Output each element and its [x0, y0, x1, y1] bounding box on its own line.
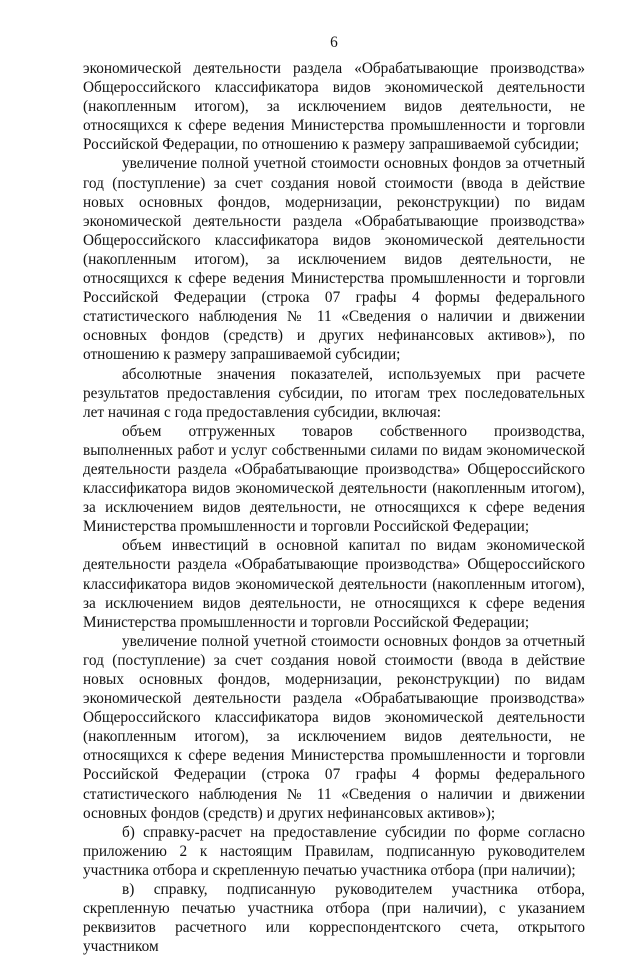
paragraph-fixed-assets-increase: увеличение полной учетной стоимости основных фондов за отчетный год (поступление) за счет создания новой стоимости (ввода в действие новых основных фондов, модернизации, реконструкции) по видам экономической деятельности раздела «Обрабатывающие производства» Общероссийского классификатора видов экономической деятельности (накопленным итогом), за исключением видов деятельности, не относящихся к сфере ведения Министерства промышленности и торговли Российской Федерации (строка 07 графы 4 формы федерального статистического наблюдения № 11 «Сведения о наличии и движении основных фондов (средств) и других нефинансовых активов»), по отношению к размеру запрашиваемой субсидии;: [83, 155, 585, 364]
paragraph-shipped-goods-volume: объем отгруженных товаров собственного производства, выполненных работ и услуг собственными силами по видам экономической деятельности раздела «Обрабатывающие производства» Общероссийского классификатора видов экономической деятельности (накопленным итогом), за исключением видов деятельности, не относящихся к сфере ведения Министерства промышленности и торговли Российской Федерации;: [83, 422, 585, 536]
document-page: [83, 33, 585, 956]
paragraph-investment-volume: объем инвестиций в основной капитал по видам экономической деятельности раздела «Обрабатывающие производства» Общероссийского классификатора видов экономической деятельности (накопленным итогом), за исключением видов деятельности, не относящихся к сфере ведения Министерства промышленности и торговли Российской Федерации;: [83, 537, 585, 631]
paragraph-fixed-assets-increase-2: увеличение полной учетной стоимости основных фондов за отчетный год (поступление) за счет создания новой стоимости (ввода в действие новых основных фондов, модернизации, реконструкции) по видам экономической деятельности раздела «Обрабатывающие производства» Общероссийского классификатора видов экономической деятельности (накопленным итогом), за исключением видов деятельности, не относящихся к сфере ведения Министерства промышленности и торговли Российской Федерации (строка 07 графы 4 формы федерального статистического наблюдения № 11 «Сведения о наличии и движении основных фондов (средств) и других нефинансовых активов»);: [83, 632, 585, 822]
paragraph-item-v: в) справку, подписанную руководителем участника отбора, скрепленную печатью участника отбора (при наличии), с указанием реквизитов расчетного или корреспондентского счета, открытого участником: [83, 881, 585, 956]
paragraph-continuation: экономической деятельности раздела «Обрабатывающие производства» Общероссийского классификатора видов экономической деятельности (накопленным итогом), за исключением видов деятельности, не относящихся к сфере ведения Министерства промышленности и торговли Российской Федерации, по отношению к размеру запрашиваемой субсидии;: [83, 60, 585, 154]
paragraph-item-b: б) справку-расчет на предоставление субсидии по форме согласно приложению 2 к настоящим Правилам, подписанную руководителем участника отбора и скрепленную печатью участника отбора (при наличии);: [83, 823, 585, 879]
page-number: 6: [330, 34, 338, 51]
paragraph-absolute-values: абсолютные значения показателей, используемых при расчете результатов предоставления субсидии, по итогам трех последовательных лет начиная с года предоставления субсидии, включая:: [83, 365, 585, 421]
